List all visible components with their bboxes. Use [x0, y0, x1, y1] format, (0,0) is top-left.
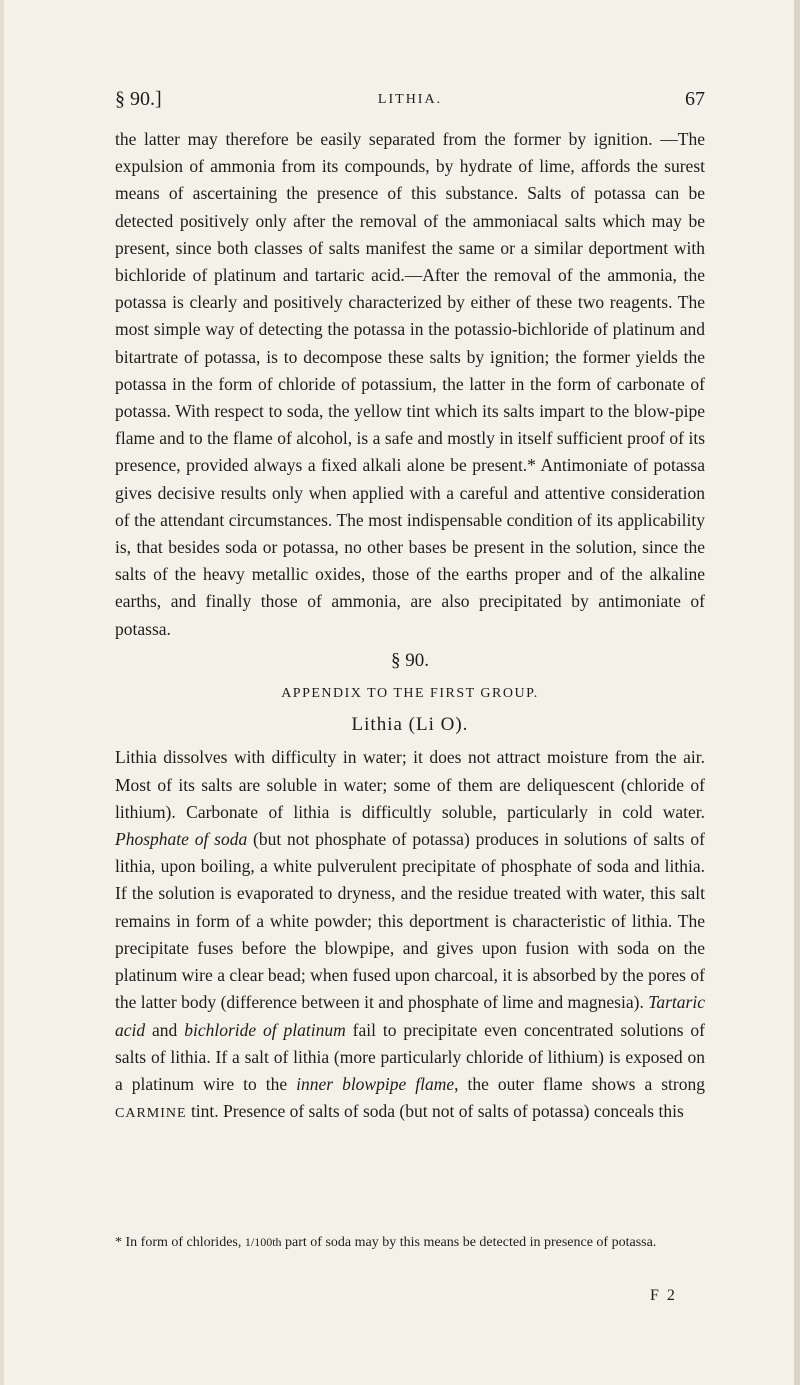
text-run: fail to precipitate even concentrated solutions of salts of lithia. If a salt of lithia (more particularly chloride of lithium) is exposed on a platinum wire to the — [115, 1019, 705, 1094]
body-text — [115, 126, 705, 1127]
footnote — [115, 1232, 705, 1253]
text-run: (but not phosphate of potassa) produces in solutions of salts of lithia, upon boiling, a white pulverulent precipitate of phosphate of soda and lithia. If the solution is evaporated to dryness, and the residue treated with water, this salt remains in form of a white powder; this deportment is characteristic of lithia. The precipitate fuses before the blowpipe, and gives upon fusion with soda on the platinum wire a clear bead; when fused upon charcoal, it is absorbed by the pores of the latter body (difference between it and phosphate of lime and magnesia). — [115, 829, 705, 1013]
italic-inner-blowpipe-flame: inner blowpipe flame — [296, 1073, 455, 1094]
lithia-title: Lithia (Li O). — [351, 714, 469, 736]
italic-tartaric-acid: Tartaric acid — [115, 992, 705, 1040]
text-run: Lithia dissolves with difficulty in water; it does not attract moisture from the air. Most of its salts are soluble in water; some of them are deliquescent (chloride of lithium). Carbonate of lithia is difficultly soluble, particularly in cold water. — [115, 747, 705, 822]
footnote-fraction: 1/100th — [244, 1235, 282, 1249]
small-caps-carmine: CARMINE — [115, 1106, 187, 1122]
scan-edge-left — [0, 0, 4, 1385]
italic-bichloride-of-platinum: bichloride of platinum — [184, 1019, 346, 1040]
appendix-title: APPENDIX TO THE FIRST GROUP. — [281, 686, 539, 702]
scan-edge-right — [794, 0, 800, 1385]
paragraph-potassa-soda: the latter may therefore be easily separated from the former by ignition. —The expulsion of ammonia from its compounds, by hydrate of lime, affords the surest means of ascertaining the presence of this substance. Salts of potassa can be detected positively only after the removal of the ammoniacal salts which may be present, since both classes of salts manifest the same or a similar deportment with bichloride of platinum and tartaric acid.—After the removal of the ammonia, the potassa is clearly and positively characterized by either of these two reagents. The most simple way of detecting the potassa in the potassio-bichloride of platinum and bitartrate of potassa, is to decompose these salts by ignition; the former yields the potassa in the form of chloride of potassium, the latter in the form of carbonate of potassa. With respect to soda, the yellow tint which its salts impart to the blow-pipe flame and to the flame of alcohol, is a safe and mostly in itself sufficient proof of its presence, provided always a fixed alkali alone be present.* Antimoniate of potassa gives decisive results only when applied with a careful and attentive consideration of the attendant circumstances. The most indispensable condition of its applicability is, that besides soda or potassa, no other bases be present in the solution, since the salts of the heavy metallic oxides, those of the earths proper and of the alkaline earths, and finally those of ammonia, are also precipitated by antimoniate of potassa. — [115, 129, 705, 639]
signature-mark: F 2 — [650, 1287, 677, 1304]
footnote-marker: * — [115, 1235, 122, 1250]
section-heading: § 90. — [391, 649, 429, 671]
text-run: and — [145, 1019, 185, 1040]
text-run: tint. Presence of salts of soda (but not of salts of potassa) conceals this — [186, 1101, 684, 1122]
text-run: , the outer flame shows a strong — [454, 1073, 705, 1094]
page-number: 67 — [685, 88, 705, 110]
running-title: LITHIA. — [377, 92, 443, 107]
paragraph-lithia — [115, 744, 705, 1127]
section-reference: § 90.] — [115, 88, 162, 110]
footnote-text: part of soda may by this means be detected in presence of potassa. — [281, 1235, 657, 1250]
italic-phosphate-of-soda: Phosphate of soda — [115, 829, 248, 850]
footnote-text: In form of chlorides, — [122, 1235, 245, 1250]
running-head — [115, 88, 705, 118]
